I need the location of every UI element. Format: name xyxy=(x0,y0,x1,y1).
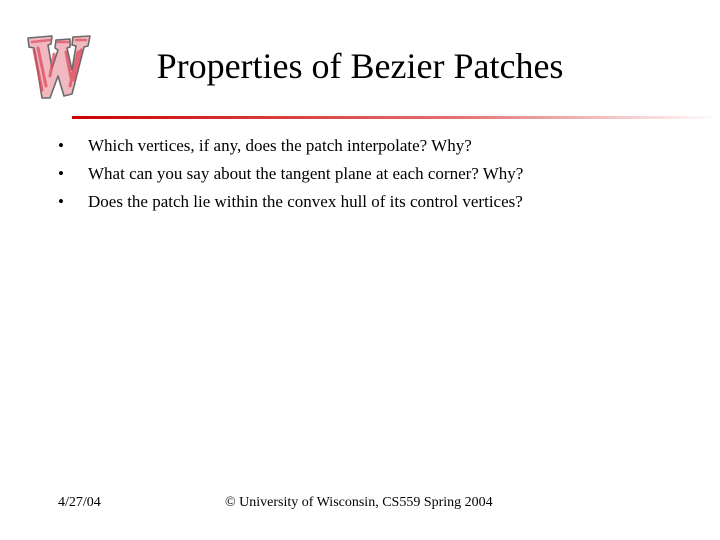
bullet-text: Which vertices, if any, does the patch interpolate? Why? xyxy=(88,136,472,155)
footer-date: 4/27/04 xyxy=(58,495,101,510)
wisconsin-w-logo-icon xyxy=(20,28,94,100)
list-item xyxy=(58,132,523,160)
bullet-text: What can you say about the tangent plane at each corner? Why? xyxy=(88,164,524,183)
list-item xyxy=(58,160,523,188)
title-underline xyxy=(72,116,720,119)
bullet-icon: • xyxy=(58,136,64,155)
bullet-text: Does the patch lie within the convex hull of its control vertices? xyxy=(88,192,523,211)
bullet-icon: • xyxy=(58,192,64,211)
slide-title: Properties of Bezier Patches xyxy=(156,46,564,86)
bullet-list xyxy=(58,132,523,216)
bullet-icon: • xyxy=(58,164,64,183)
list-item xyxy=(58,188,523,216)
footer-copyright: © University of Wisconsin, CS559 Spring 2004 xyxy=(225,495,493,510)
